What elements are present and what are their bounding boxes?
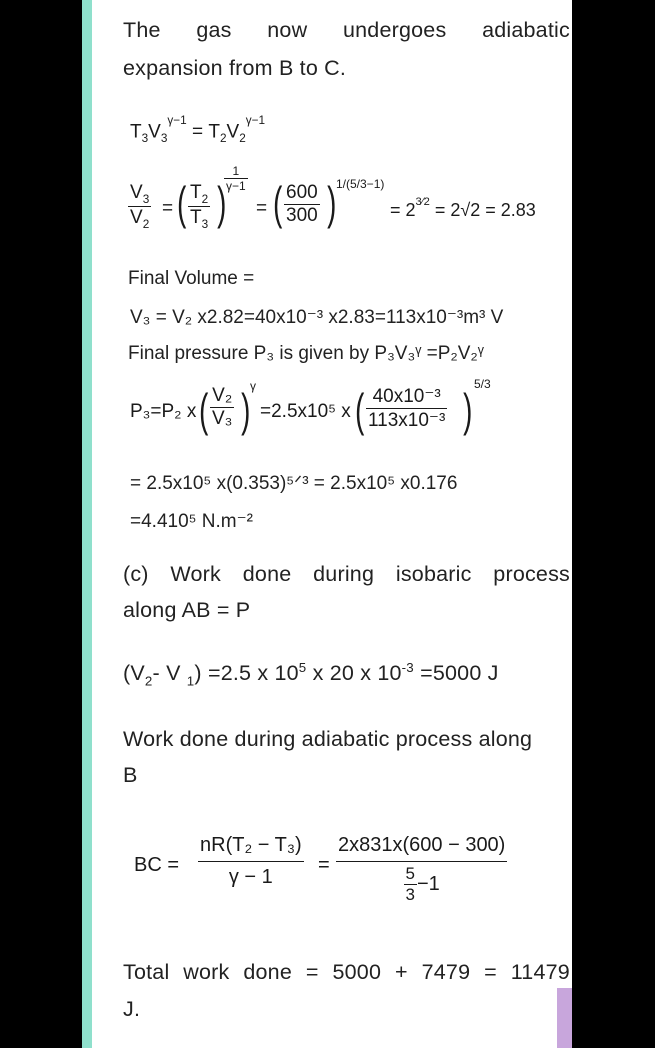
word: The — [123, 18, 161, 42]
para1-line1 — [123, 18, 570, 43]
eq-den: V₃ — [212, 408, 233, 429]
eq-text: ) =2.5 x 10 — [194, 661, 299, 686]
eq-equals: = — [256, 198, 268, 219]
eq-exponent: 5/3 — [474, 377, 491, 391]
eq-symbol: V — [130, 182, 143, 203]
left-accent-bar — [82, 0, 92, 1048]
eq-sub: 2 — [219, 132, 227, 146]
fraction-5-3 — [404, 864, 417, 905]
fraction-nr — [198, 834, 304, 889]
word: = — [305, 960, 319, 984]
rhs-result — [390, 196, 536, 221]
eq-exponent: 5 — [298, 660, 307, 675]
fraction-v2-v3 — [210, 385, 234, 430]
work-ab-equation — [123, 660, 499, 688]
equation-pressure — [130, 375, 570, 455]
eq-text: P₃=P₂ x — [130, 401, 197, 422]
word: done — [242, 562, 292, 586]
eq-text: = 2√2 = 2.83 — [429, 200, 536, 220]
eq-text: −1 — [417, 872, 440, 895]
paren-right: ) — [463, 384, 473, 436]
eq-equals: = — [191, 121, 204, 143]
eq-num: nR(T₂ − T₃) — [198, 834, 304, 862]
part-c-line1 — [123, 562, 570, 587]
work-adiabatic-line2: B — [123, 763, 138, 787]
eq-den — [336, 862, 507, 905]
eq-num: 5 — [405, 864, 415, 883]
eq-text: (V — [123, 661, 145, 686]
word: work — [183, 960, 230, 984]
eq-den: 3 — [405, 885, 415, 904]
eq-sub: 2 — [142, 217, 150, 231]
word: now — [267, 18, 308, 42]
eq-text: x 20 x 10 — [306, 661, 402, 686]
eq-text: =2.5x10⁵ x — [260, 401, 351, 422]
eq-sub: 2 — [144, 673, 153, 689]
document-page — [92, 0, 572, 1048]
eq-den: 113x10⁻³ — [368, 410, 446, 431]
eq-text: - V — [152, 661, 187, 686]
fraction-2x831 — [336, 834, 507, 905]
eq-num: 2x831x(600 − 300) — [336, 834, 507, 862]
eq-symbol: V — [148, 121, 161, 143]
word: (c) — [123, 562, 149, 586]
word: Work — [170, 562, 221, 586]
eq-sub: 2 — [239, 132, 246, 146]
eq-exponent: γ−1 — [245, 114, 266, 127]
paren-right: ) — [327, 177, 337, 229]
eq-sub: 2 — [201, 192, 209, 206]
word: 7479 — [421, 960, 471, 984]
eq-sub: 3 — [142, 192, 150, 206]
word: Total — [123, 960, 170, 984]
word: 11479 — [510, 960, 570, 984]
eq-den: 300 — [286, 205, 318, 226]
eq-num: 40x10⁻³ — [366, 385, 447, 409]
scrollbar-thumb[interactable] — [557, 988, 572, 1048]
para1-line2: expansion from B to C. — [123, 56, 347, 80]
pressure-equation-line3: =4.410⁵ N.m⁻² — [130, 511, 253, 532]
eq-text: = 2 — [390, 200, 416, 220]
work-adiabatic-line1: Work done during adiabatic process along — [123, 727, 533, 751]
eq-exponent: γ — [250, 379, 256, 393]
eq-sub: 3 — [141, 132, 149, 146]
word: isobaric — [395, 562, 472, 586]
word: process — [493, 562, 570, 586]
word: + — [394, 960, 408, 984]
paren-left: ( — [273, 177, 283, 229]
eq-exponent: 1/(5/3−1) — [336, 177, 385, 191]
total-line2: J. — [123, 997, 141, 1021]
fraction-t2-t3 — [188, 182, 210, 231]
eq-symbol: T — [130, 121, 142, 143]
pressure-equation-line2: = 2.5x10⁵ x(0.353)⁵ᐟ³ = 2.5x10⁵ x0.176 — [130, 473, 458, 494]
eq-exponent: -3 — [401, 660, 414, 675]
word: during — [313, 562, 375, 586]
fraction-600-300 — [284, 182, 320, 227]
exp-den: γ−1 — [226, 179, 246, 193]
eq-text: BC = — [134, 854, 180, 876]
fraction-40-113 — [366, 385, 447, 432]
eq-exponent: γ−1 — [167, 114, 187, 127]
paren-right: ) — [241, 384, 251, 436]
word: = — [484, 960, 497, 984]
word: adiabatic — [482, 18, 570, 42]
eq-text: =5000 J — [413, 661, 499, 686]
eq-sub: 3 — [201, 217, 209, 231]
eq-symbol: T — [190, 206, 202, 228]
final-volume-equation: V₃ = V₂ x2.82=40x10⁻³ x2.83=113x10⁻³m³ V — [130, 307, 504, 328]
eq-den: γ − 1 — [228, 866, 273, 888]
final-pressure-label: Final pressure P₃ is given by P₃V₃ᵞ =P₂V₂ᵞ — [128, 343, 484, 364]
fraction-v3-v2 — [128, 182, 151, 231]
paren-left: ( — [177, 177, 187, 229]
eq-num: V₂ — [210, 385, 234, 408]
eq-num: 600 — [286, 182, 318, 203]
paren-left: ( — [355, 384, 365, 436]
paren-left: ( — [199, 384, 209, 436]
word: done — [243, 960, 292, 984]
equation-adiabatic — [130, 114, 266, 146]
total-line1 — [123, 960, 570, 985]
eq-equals: = — [318, 854, 330, 876]
eq-sub: 1 — [186, 673, 195, 689]
eq-symbol: V — [130, 206, 143, 228]
eq-equals: = — [162, 198, 174, 219]
equation-bc — [134, 830, 572, 940]
word: 5000 — [332, 960, 382, 984]
word: undergoes — [342, 18, 447, 42]
eq-exponent: 3⁄2 — [415, 196, 430, 208]
eq-symbol: T — [208, 121, 220, 143]
part-c-line2: along AB = P — [123, 598, 251, 622]
eq-symbol: T — [190, 182, 202, 203]
equation-volume-ratio — [128, 160, 572, 250]
eq-sub: 3 — [160, 132, 168, 146]
paren-right: ) — [217, 177, 227, 229]
word: gas — [196, 18, 232, 42]
exponent-fraction — [224, 164, 248, 193]
exp-num: 1 — [224, 164, 248, 179]
final-volume-label: Final Volume = — [128, 268, 255, 289]
eq-symbol: V — [226, 121, 240, 143]
